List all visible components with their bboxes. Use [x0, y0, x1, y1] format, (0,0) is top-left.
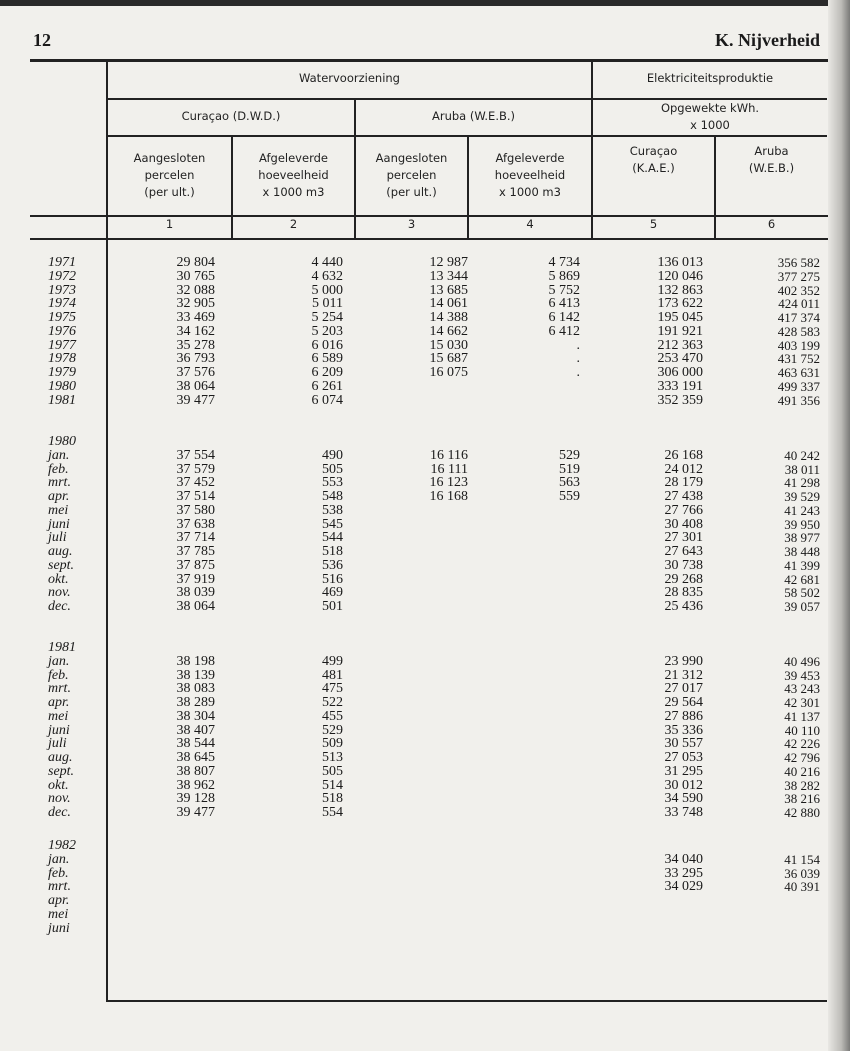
cell-col4: 6 412: [548, 323, 580, 339]
cell-col1: 38 064: [176, 378, 215, 394]
cell-col1: 38 407: [176, 722, 215, 738]
cell-col2: 6 261: [311, 378, 343, 394]
table-row: [0, 352, 850, 366]
cell-col2: 509: [322, 736, 343, 752]
cell-col6: 42 681: [784, 571, 820, 587]
row-label: aug.: [48, 544, 73, 559]
cell-col5: 28 835: [664, 585, 703, 601]
cell-col2: 5 000: [311, 282, 343, 298]
table-bottom-rule: [107, 1000, 827, 1002]
cell-col5: 24 012: [664, 461, 703, 477]
cell-col6: 39 057: [784, 599, 820, 614]
cell-col4: 529: [559, 447, 580, 463]
row-label: nov.: [48, 791, 71, 807]
row-label: 1973: [48, 282, 76, 298]
cell-col6: 417 374: [777, 310, 820, 325]
cell-col6: 42 880: [784, 805, 820, 820]
cell-col1: 38 064: [176, 599, 215, 614]
cell-col2: 475: [322, 681, 343, 697]
row-label: okt.: [48, 777, 69, 793]
cell-col4: 4 734: [548, 255, 580, 270]
cell-col6: 39 453: [784, 667, 820, 683]
table-row: [0, 394, 850, 408]
cell-col1: 35 278: [176, 337, 215, 353]
row-label: feb.: [48, 865, 69, 881]
cell-col2: 505: [322, 461, 343, 477]
cell-col1: 37 554: [176, 447, 215, 463]
cell-col1: 38 289: [176, 695, 215, 710]
table-row: [0, 655, 850, 669]
cell-col5: 27 053: [664, 750, 703, 765]
cell-col5: 34 040: [664, 851, 703, 867]
table-row: [0, 600, 850, 614]
header-col1: Aangesloten percelen (per ult.): [133, 151, 206, 199]
cell-col6: 38 216: [784, 791, 820, 807]
row-label: juni: [48, 516, 70, 532]
table-row: [0, 853, 850, 867]
table-row: [0, 311, 850, 325]
cell-col2: 5 203: [311, 323, 343, 339]
table-row: [0, 894, 850, 908]
page-number: 12: [33, 30, 51, 50]
row-label: 1971: [48, 255, 76, 270]
cell-col1: 30 765: [176, 268, 215, 284]
header-col3: Aangesloten percelen (per ult.): [375, 151, 448, 199]
row-label: 1976: [48, 323, 76, 339]
cell-col5: 30 012: [664, 777, 703, 793]
table-row: [0, 449, 850, 463]
header-generated-kwh: Opgewekte kWh. x 1000: [660, 101, 760, 132]
cell-col6: 39 950: [784, 516, 820, 532]
header-col4: Afgeleverde hoeveelheid x 1000 m3: [494, 151, 566, 199]
cell-col6: 41 298: [784, 475, 820, 491]
row-label: 1975: [48, 310, 76, 325]
cell-col3: 16 168: [429, 489, 468, 504]
column-number: 6: [767, 217, 776, 231]
table-row: [0, 669, 850, 683]
cell-col2: 5 011: [312, 296, 343, 312]
header-col2: Afgeleverde hoeveelheid x 1000 m3: [258, 151, 329, 199]
cell-col5: 27 017: [664, 681, 703, 697]
cell-col1: 39 477: [176, 805, 215, 820]
table-row: [0, 586, 850, 600]
table-row: [0, 908, 850, 922]
header-col5: Curaçao (K.A.E.): [629, 144, 678, 175]
cell-col2: 501: [322, 599, 343, 614]
section-year-label: 1981: [48, 640, 76, 655]
row-label: dec.: [48, 599, 71, 614]
cell-col1: 37 638: [176, 516, 215, 532]
cell-col1: 38 139: [176, 667, 215, 683]
cell-col1: 38 645: [176, 750, 215, 765]
cell-col2: 6 074: [311, 392, 343, 408]
page-binding-shadow: [828, 0, 850, 1051]
row-label: mrt.: [48, 879, 71, 895]
cell-col3: 14 388: [429, 310, 468, 325]
table-row: [0, 531, 850, 545]
cell-col2: 518: [322, 791, 343, 807]
cell-col5: 306 000: [657, 365, 703, 380]
cell-col5: 195 045: [657, 310, 703, 325]
cell-col5: 29 564: [664, 695, 703, 710]
cell-col1: 37 579: [176, 461, 215, 477]
cell-col2: 469: [322, 585, 343, 601]
table-row: [0, 880, 850, 894]
cell-col5: 27 886: [664, 708, 703, 724]
column-number: 5: [649, 217, 658, 231]
row-label: feb.: [48, 461, 69, 477]
cell-col4: .: [576, 365, 580, 380]
cell-col1: 32 088: [176, 282, 215, 298]
cell-col4: 6 413: [548, 296, 580, 312]
table-row: [0, 751, 850, 765]
table-row: [0, 325, 850, 339]
cell-col6: 402 352: [777, 282, 820, 298]
cell-col6: 40 391: [784, 879, 820, 895]
cell-col6: 403 199: [777, 337, 820, 353]
cell-col5: 34 029: [664, 879, 703, 895]
cell-col6: 431 752: [777, 351, 820, 367]
cell-col2: 6 209: [311, 365, 343, 380]
row-label: apr.: [48, 489, 70, 504]
row-label: 1979: [48, 365, 76, 380]
table-row: [0, 724, 850, 738]
cell-col5: 31 295: [664, 763, 703, 779]
cell-col3: 13 685: [429, 282, 468, 298]
cell-col2: 514: [322, 777, 343, 793]
cell-col1: 37 580: [176, 502, 215, 518]
cell-col1: 34 162: [176, 323, 215, 339]
cell-col5: 132 863: [657, 282, 703, 298]
cell-col6: 491 356: [777, 392, 820, 408]
cell-col1: 38 304: [176, 708, 215, 724]
cell-col1: 38 807: [176, 763, 215, 779]
cell-col1: 37 452: [176, 475, 215, 491]
cell-col6: 38 448: [784, 544, 820, 559]
cell-col6: 58 502: [784, 585, 820, 601]
cell-col4: 6 142: [548, 310, 580, 325]
cell-col1: 38 039: [176, 585, 215, 601]
cell-col2: 522: [322, 695, 343, 710]
cell-col3: 15 030: [429, 337, 468, 353]
cell-col6: 356 582: [777, 255, 820, 270]
cell-col5: 26 168: [664, 447, 703, 463]
cell-col6: 38 011: [784, 461, 820, 477]
cell-col4: 519: [559, 461, 580, 477]
cell-col5: 23 990: [664, 653, 703, 669]
cell-col1: 32 905: [176, 296, 215, 312]
cell-col2: 499: [322, 653, 343, 669]
cell-col2: 513: [322, 750, 343, 765]
cell-col6: 36 039: [784, 865, 820, 881]
cell-col5: 27 438: [664, 489, 703, 504]
row-label: mei: [48, 502, 69, 518]
chapter-title: K. Nijverheid: [715, 30, 820, 50]
section-year-label: 1982: [48, 838, 76, 853]
cell-col1: 37 514: [176, 489, 215, 504]
cell-col5: 136 013: [657, 255, 703, 270]
header-col6: Aruba (W.E.B.): [748, 144, 795, 175]
row-label: mrt.: [48, 475, 71, 491]
cell-col6: 42 301: [784, 695, 820, 710]
cell-col6: 40 216: [784, 763, 820, 779]
table-row: [0, 710, 850, 724]
column-number: 4: [526, 217, 534, 231]
row-label: aug.: [48, 750, 73, 765]
cell-col2: 490: [322, 447, 343, 463]
row-label: mei: [48, 906, 69, 922]
cell-col2: 455: [322, 708, 343, 724]
cell-col6: 41 243: [784, 502, 820, 518]
cell-col6: 40 242: [784, 447, 820, 463]
table-row: [0, 270, 850, 284]
cell-col4: 5 752: [548, 282, 580, 298]
cell-col6: 499 337: [777, 378, 820, 394]
cell-col6: 41 154: [784, 851, 820, 867]
cell-col2: 529: [322, 722, 343, 738]
row-label: apr.: [48, 893, 70, 908]
cell-col6: 41 399: [784, 557, 820, 573]
cell-col5: 29 268: [664, 571, 703, 587]
row-label: jan.: [48, 447, 70, 463]
row-label: mei: [48, 708, 69, 724]
cell-col2: 516: [322, 571, 343, 587]
cell-col1: 38 962: [176, 777, 215, 793]
row-label: juli: [48, 736, 67, 752]
cell-col3: 14 662: [429, 323, 468, 339]
row-label: feb.: [48, 667, 69, 683]
row-label: mrt.: [48, 681, 71, 697]
table-row: [0, 922, 850, 936]
row-label: 1972: [48, 268, 76, 284]
cell-col2: 4 632: [311, 268, 343, 284]
cell-col1: 37 785: [176, 544, 215, 559]
cell-col2: 554: [322, 805, 343, 820]
cell-col5: 28 179: [664, 475, 703, 491]
row-label: sept.: [48, 557, 75, 573]
row-label: 1977: [48, 337, 76, 353]
table-row: [0, 682, 850, 696]
cell-col1: 37 875: [176, 557, 215, 573]
row-label: jan.: [48, 851, 70, 867]
cell-col6: 42 796: [784, 750, 820, 765]
table-row: [0, 867, 850, 881]
cell-col5: 27 766: [664, 502, 703, 518]
table-row: [0, 256, 850, 270]
cell-col6: 38 977: [784, 530, 820, 546]
section-header-row: [0, 839, 850, 853]
cell-col6: 38 282: [784, 777, 820, 793]
table-row: [0, 380, 850, 394]
row-label: juli: [48, 530, 67, 546]
cell-col2: 6 589: [311, 351, 343, 367]
header-rule-4: [30, 238, 830, 240]
cell-col6: 463 631: [777, 365, 820, 380]
header-water: Watervoorziening: [299, 71, 400, 85]
cell-col4: 563: [559, 475, 580, 491]
cell-col2: 518: [322, 544, 343, 559]
cell-col3: 16 111: [430, 461, 468, 477]
row-label: 1974: [48, 296, 76, 312]
table-row: [0, 476, 850, 490]
column-number: 2: [289, 217, 298, 231]
cell-col6: 40 496: [784, 653, 820, 669]
cell-col3: 14 061: [429, 296, 468, 312]
cell-col2: 5 254: [311, 310, 343, 325]
cell-col6: 428 583: [777, 323, 820, 339]
table-row: [0, 573, 850, 587]
cell-col5: 25 436: [664, 599, 703, 614]
cell-col5: 30 408: [664, 516, 703, 532]
table-row: [0, 559, 850, 573]
table-row: [0, 339, 850, 353]
cell-col1: 39 128: [176, 791, 215, 807]
cell-col4: 5 869: [548, 268, 580, 284]
cell-col2: 544: [322, 530, 343, 546]
row-label: juni: [48, 722, 70, 738]
section-header-row: [0, 641, 850, 655]
cell-col1: 37 919: [176, 571, 215, 587]
page-top-edge: [0, 0, 850, 6]
row-label: dec.: [48, 805, 71, 820]
table-row: [0, 765, 850, 779]
table-row: [0, 518, 850, 532]
cell-col5: 34 590: [664, 791, 703, 807]
row-label: 1980: [48, 378, 76, 394]
table-row: [0, 737, 850, 751]
cell-col6: 39 529: [784, 489, 820, 504]
cell-col5: 21 312: [664, 667, 703, 683]
cell-col1: 37 576: [176, 365, 215, 380]
cell-col5: 120 046: [657, 268, 703, 284]
cell-col4: 559: [559, 489, 580, 504]
table-row: [0, 806, 850, 820]
cell-col3: 13 344: [429, 268, 468, 284]
cell-col6: 377 275: [777, 268, 820, 284]
cell-col5: 35 336: [664, 722, 703, 738]
cell-col3: 12 987: [429, 255, 468, 270]
header-aruba-web: Aruba (W.E.B.): [431, 109, 516, 123]
cell-col1: 38 083: [176, 681, 215, 697]
section-year-label: 1980: [48, 434, 76, 449]
cell-col2: 538: [322, 502, 343, 518]
cell-col5: 33 295: [664, 865, 703, 881]
cell-col6: 41 137: [784, 708, 820, 724]
cell-col2: 553: [322, 475, 343, 491]
cell-col2: 548: [322, 489, 343, 504]
cell-col5: 352 359: [657, 392, 703, 408]
cell-col4: .: [576, 351, 580, 367]
cell-col5: 27 301: [664, 530, 703, 546]
table-top-rule: [30, 59, 830, 62]
row-label: sept.: [48, 763, 75, 779]
cell-col5: 212 363: [657, 337, 703, 353]
row-label: jan.: [48, 653, 70, 669]
cell-col1: 36 793: [176, 351, 215, 367]
header-curacao-dwd: Curaçao (D.W.D.): [181, 109, 281, 123]
cell-col3: 16 116: [430, 447, 468, 463]
cell-col6: 42 226: [784, 736, 820, 752]
table-row: [0, 779, 850, 793]
table-row: [0, 463, 850, 477]
cell-col5: 33 748: [664, 805, 703, 820]
cell-col2: 6 016: [311, 337, 343, 353]
table-row: [0, 284, 850, 298]
row-label: apr.: [48, 695, 70, 710]
cell-col1: 29 804: [176, 255, 215, 270]
cell-col2: 4 440: [311, 255, 343, 270]
cell-col5: 173 622: [657, 296, 703, 312]
cell-col5: 191 921: [657, 323, 703, 339]
cell-col3: 16 123: [429, 475, 468, 491]
column-number: 1: [165, 217, 174, 231]
cell-col1: 37 714: [176, 530, 215, 546]
cell-col2: 545: [322, 516, 343, 532]
cell-col2: 481: [322, 667, 343, 683]
cell-col6: 424 011: [778, 296, 820, 312]
row-label: 1981: [48, 392, 76, 408]
cell-col5: 333 191: [657, 378, 703, 394]
row-label: 1978: [48, 351, 76, 367]
cell-col1: 39 477: [176, 392, 215, 408]
table-row: [0, 366, 850, 380]
cell-col4: .: [576, 337, 580, 353]
cell-col5: 253 470: [657, 351, 703, 367]
row-label: okt.: [48, 571, 69, 587]
row-label: juni: [48, 920, 70, 936]
cell-col6: 43 243: [784, 681, 820, 697]
cell-col5: 30 738: [664, 557, 703, 573]
cell-col1: 33 469: [176, 310, 215, 325]
cell-col5: 30 557: [664, 736, 703, 752]
table-row: [0, 792, 850, 806]
column-number: 3: [407, 217, 416, 231]
table-row: [0, 490, 850, 504]
row-label: nov.: [48, 585, 71, 601]
cell-col6: 40 110: [784, 722, 820, 738]
cell-col3: 15 687: [429, 351, 468, 367]
cell-col1: 38 544: [176, 736, 215, 752]
cell-col3: 16 075: [429, 365, 468, 380]
table-row: [0, 696, 850, 710]
cell-col5: 27 643: [664, 544, 703, 559]
cell-col2: 505: [322, 763, 343, 779]
header-electricity: Elektriciteitsproduktie: [646, 71, 774, 85]
table-row: [0, 297, 850, 311]
cell-col2: 536: [322, 557, 343, 573]
table-row: [0, 545, 850, 559]
table-row: [0, 504, 850, 518]
cell-col1: 38 198: [176, 653, 215, 669]
section-header-row: [0, 435, 850, 449]
